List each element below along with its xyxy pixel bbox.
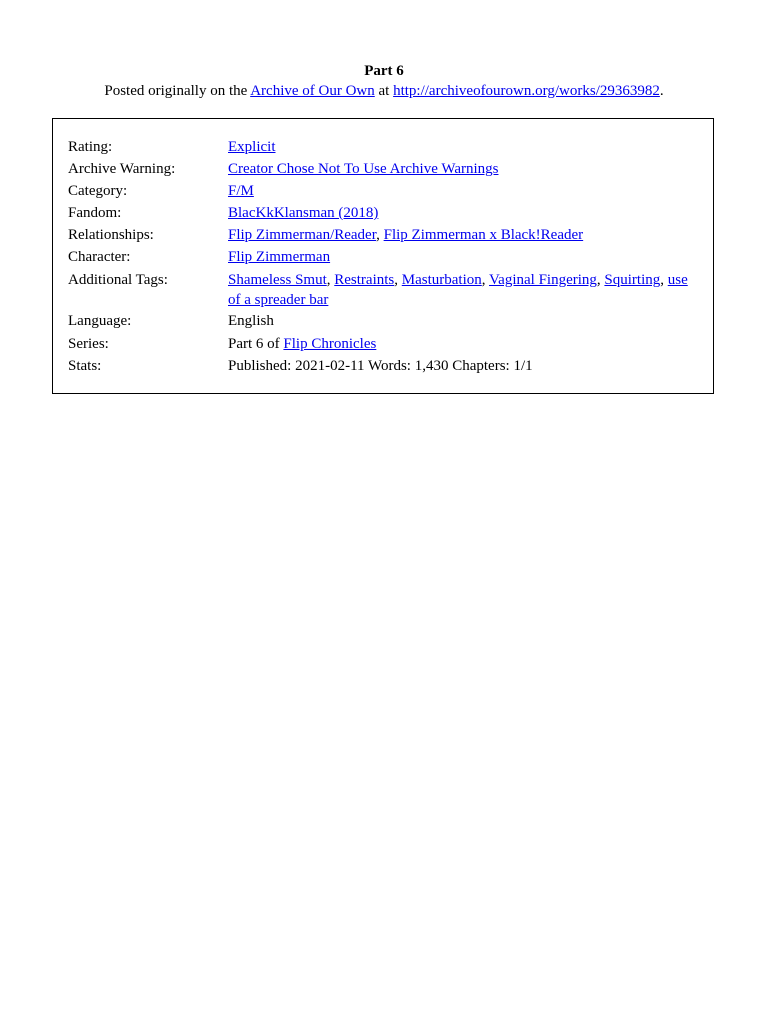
warning-label: Archive Warning:	[68, 161, 176, 177]
warning-value	[228, 159, 703, 179]
relationship-link[interactable]: Flip Zimmerman/Reader	[228, 227, 377, 243]
relationship-link[interactable]: Flip Zimmerman x Black!Reader	[383, 227, 584, 243]
at-text: at	[374, 83, 394, 99]
category-value	[228, 181, 703, 201]
series-link[interactable]: Flip Chronicles	[283, 336, 377, 352]
character-label: Character:	[68, 249, 131, 265]
tag-separator: ,	[326, 272, 335, 288]
series-prefix: Part 6 of	[228, 336, 284, 352]
fandom-link[interactable]: BlacKkKlansman (2018)	[228, 205, 379, 221]
relationship-separator: ,	[376, 227, 384, 243]
language-label: Language:	[68, 313, 132, 329]
language-value: English	[228, 313, 274, 329]
tag-link[interactable]: Squirting	[604, 272, 661, 288]
tag-link[interactable]: use of a spreader bar	[228, 272, 688, 308]
work-header	[0, 61, 768, 101]
relationships-label: Relationships:	[68, 227, 154, 243]
work-title: Part 6	[364, 63, 404, 79]
tag-separator: ,	[481, 272, 489, 288]
fandom-value	[228, 203, 703, 223]
tag-separator: ,	[660, 272, 668, 288]
tag-link[interactable]: Masturbation	[401, 272, 482, 288]
tag-link[interactable]: Vaginal Fingering	[489, 272, 597, 288]
tag-link[interactable]: Shameless Smut	[228, 272, 327, 288]
tags-value	[228, 270, 703, 310]
work-url-link[interactable]: http://archiveofourown.org/works/29363982	[393, 83, 660, 99]
posted-prefix: Posted originally on the	[104, 83, 251, 99]
rating-value	[228, 137, 703, 157]
character-link[interactable]: Flip Zimmerman	[228, 249, 331, 265]
stats-label: Stats:	[68, 358, 102, 374]
rating-link[interactable]: Explicit	[228, 139, 276, 155]
fandom-label: Fandom:	[68, 205, 122, 221]
category-label: Category:	[68, 183, 128, 199]
relationships-value	[228, 225, 703, 245]
tag-separator: ,	[394, 272, 402, 288]
stats-value: Published: 2021-02-11 Words: 1,430 Chapters: 1/1	[228, 358, 533, 374]
series-label: Series:	[68, 336, 109, 352]
archive-link[interactable]: Archive of Our Own	[250, 83, 375, 99]
character-value	[228, 247, 703, 267]
warning-link[interactable]: Creator Chose Not To Use Archive Warnings	[228, 161, 499, 177]
series-value	[228, 334, 703, 354]
tags-label: Additional Tags:	[68, 272, 168, 288]
rating-label: Rating:	[68, 139, 113, 155]
meta-box	[52, 118, 714, 394]
posted-period: .	[659, 83, 664, 99]
tag-separator: ,	[596, 272, 605, 288]
tag-link[interactable]: Restraints	[334, 272, 395, 288]
category-link[interactable]: F/M	[228, 183, 254, 199]
posted-line	[0, 81, 768, 101]
